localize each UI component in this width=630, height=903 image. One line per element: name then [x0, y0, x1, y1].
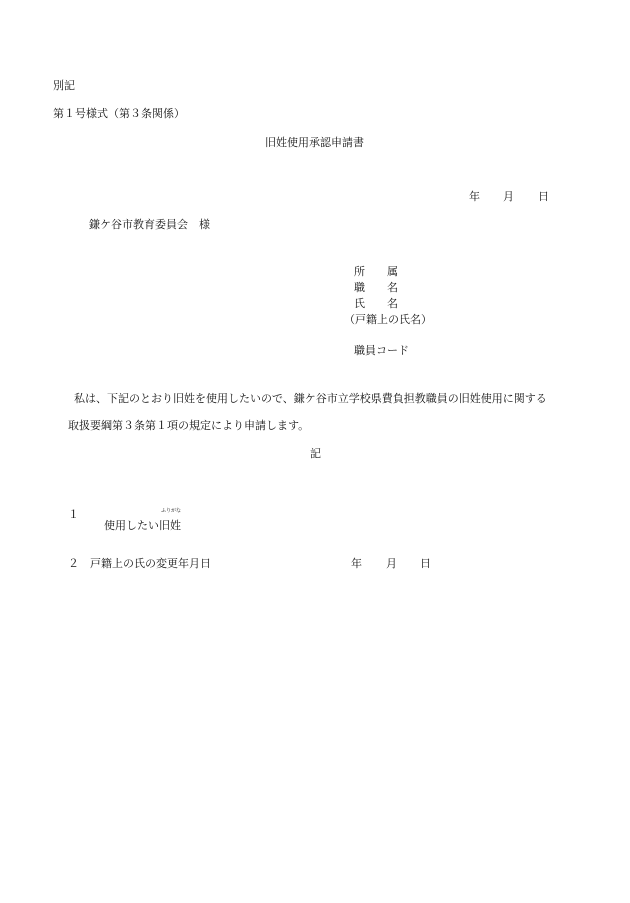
- body-line-1: 私は、下記のとおり旧姓を使用したいので、鎌ケ谷市立学校県費負担教職員の旧姓使用に関する: [63, 392, 547, 405]
- appendix-label: 別記: [53, 79, 75, 92]
- ki-heading: 記: [310, 447, 321, 460]
- name-note: （戸籍上の氏名）: [344, 313, 432, 326]
- item-1-ruby-group: [159, 508, 182, 532]
- body-line-2: 取扱要綱第３条第１項の規定により申請します。: [68, 419, 310, 432]
- item-1-ruby: ふりがな: [161, 508, 182, 514]
- item-2-month: 月: [386, 557, 397, 570]
- item-2-label: 戸籍上の氏の変更年月日: [90, 557, 211, 570]
- item-1-number: １: [68, 508, 79, 521]
- date-year: 年: [469, 190, 480, 203]
- name-label: 氏 名: [354, 297, 398, 310]
- item-1-label: [90, 509, 181, 542]
- item-2-year: 年: [351, 557, 362, 570]
- position-label: 職 名: [354, 281, 398, 294]
- item-1-label-prefix: 使用したい: [104, 519, 159, 532]
- item-1-ruby-base: 旧姓: [159, 519, 181, 532]
- staff-code-label: 職員コード: [354, 344, 409, 357]
- date-month: 月: [503, 190, 514, 203]
- item-2-day: 日: [420, 557, 431, 570]
- date-day: 日: [538, 190, 549, 203]
- form-number: 第１号様式（第３条関係）: [53, 107, 185, 120]
- affiliation-label: 所 属: [354, 265, 398, 278]
- addressee: 鎌ケ谷市教育委員会 様: [89, 218, 210, 231]
- item-2-number: ２: [68, 557, 79, 570]
- document-title: 旧姓使用承認申請書: [265, 136, 364, 149]
